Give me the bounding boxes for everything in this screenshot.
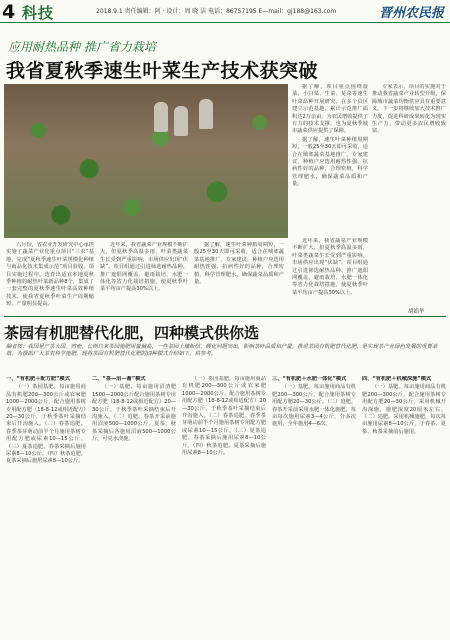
article1-column-4 bbox=[100, 242, 188, 312]
article1-paragraph: 六月份，省农业开发研究中心承担实施了蔬菜产业化重点项目“三农”基地，完成“夏秋季速生叶菜规模化种植与商品化技术集成示范”项目验收。项目实施过程中，选育出适宜本地夏秋季种植的耐热叶菜新品种8个，集成了一套完整的夏秋季速生叶菜高效种植技术，使我省夏秋季叶菜生产周期缩短、产量明显提高。 bbox=[6, 242, 94, 308]
article1-column-2 bbox=[372, 84, 446, 306]
article1-column-1 bbox=[292, 84, 368, 234]
section-text: （一）基肥。每亩施用商品有机肥200—300公斤，配合施用茶树专用配方肥20—30公斤。（二）追肥。春茶开采前采用水肥一体化施肥，每亩每次施用尿素3—4公斤，分多次施用，全年施用4—6次。 bbox=[272, 384, 356, 428]
article1-paragraph: 近年来，我省蔬菜产业规模不断扩大，但夏秋季高温多雨，叶菜类蔬菜生长受到严重影响，市场供应出现“伏缺”。项目组通过引进筛选耐热品种、推广遮阳网覆盖、避雨栽培、水肥一体化等省力化栽培措施，使夏秋季叶菜平均亩产提高30%以上。 bbox=[100, 242, 188, 293]
article2-column-1 bbox=[6, 376, 86, 638]
section-text: （一）基肥。每亩施用沼渣肥1500—2000公斤配合施用茶树专用配方肥（18-8-12或相近配方）20—30公斤，于秋季茶叶采摘结束后开沟施入。（二）追肥。春茶开采前施用沼液500—1000公斤，夏茶、秋茶采摘后各施用沼液500—1000公斤，可兑水浇施。 bbox=[92, 384, 176, 443]
header-meta: 2018.9.1 责任编辑：阿 · 设计：周 晓 洁 电话：86757195 E—mail：gj188@163.com bbox=[96, 8, 337, 15]
section-divider bbox=[4, 316, 446, 317]
section-name: 科技 bbox=[22, 4, 55, 22]
section-heading: 四、“有机肥＋机械深施”模式 bbox=[362, 376, 432, 382]
article1-paragraph: 近年来，我省蔬菜产业规模不断扩大，但夏秋季高温多雨，叶菜类蔬菜生长受到严重影响，市场供应出现“伏缺”。项目组通过引进筛选耐热品种、推广遮阳网覆盖、避雨栽培、水肥一体化等省力化栽培措施，使夏秋季叶菜平均亩产提高30%以上。 bbox=[292, 238, 368, 296]
article2-column-3 bbox=[182, 376, 266, 638]
section-text: （一）茶园基肥。每亩施用商品有机肥200—300公斤或农家肥1000—2000公斤，配合施用茶树专用配方肥（18-8-12或相近配方）20—30公斤，于秋季茶叶采摘结束后开沟施入。（二）春茶追肥。春季茶芽萌动前半个月施用茶树专用配方肥或尿素10—15公斤。（三）夏茶追肥。春茶采摘后施用尿素8—10公斤。（四）秋茶追肥。夏茶采摘后施用尿素8—10公斤。 bbox=[182, 376, 266, 457]
section-text: （一）茶园基肥。每亩施用商品有机肥200—300公斤或农家肥1000—2000公斤，配合施用茶树专用配方肥（18-8-12或相近配方）20—30公斤，于秋季茶叶采摘结束后开沟施入。（二）春茶追肥。春季茶芽萌动前半个月施用茶树专用配方肥或尿素10—15公斤。（三）夏茶追肥。春茶采摘后施用尿素8—10公斤。（四）秋茶追肥。夏茶采摘后施用尿素8—10公斤。 bbox=[6, 384, 86, 465]
article1-paragraph: 据了解，速生叶菜种植周期短，一般25至30天即可采收，适合在城郊蔬菜基地推广。专家建议，种植户应选用耐热性强、抗病性好的品种，合理密植，科学管理肥水，确保蔬菜品质和产量。 bbox=[194, 242, 284, 286]
article2-column-2 bbox=[92, 376, 176, 638]
newspaper-logo: 晋州农民报 bbox=[378, 6, 444, 21]
article2-column-5 bbox=[362, 376, 446, 638]
article1-author: 胡娟华 bbox=[408, 309, 425, 315]
article2-column-4 bbox=[272, 376, 356, 638]
article1-column-5 bbox=[194, 242, 284, 312]
article2-lead: 编者按：我国是产茶大国，然而，长期以来茶园施肥用量偏高，一些茶园土壤板结、酸化问题突出，影响茶叶品质和产量。推进茶园有机肥替代化肥，是实现茶产业绿色发展的重要举措。为帮助广大茶农科学施肥，现将茶园有机肥替代化肥的四种模式介绍如下，供参考。 bbox=[6, 344, 438, 358]
article2-title: 茶园有机肥替代化肥，四种模式供你选 bbox=[4, 324, 260, 342]
section-text: （一）基肥。每亩施用商品有机肥200—300公斤，配合施用茶树专用配方肥20—30公斤，采用机械开沟深施，施肥深度20厘米左右。（二）追肥。采用机械施肥，每次每亩施用尿素8—10公斤，于春茶、夏茶、秋茶采摘前后施用。 bbox=[362, 384, 446, 435]
article1-paragraph: 据了解，速生叶菜种植周期短，一般25至30天即可采收，适合在城郊蔬菜基地推广。专家建议，种植户应选用耐热性强、抗病性好的品种，合理密植，科学管理肥水，确保蔬菜品质和产量。 bbox=[292, 136, 368, 188]
article1-kicker: 应用耐热品种 推广省力栽培 bbox=[8, 40, 156, 54]
section-heading: 二、“茶—沼—畜”模式 bbox=[92, 376, 146, 382]
page-header bbox=[0, 0, 450, 23]
article1-title: 我省夏秋季速生叶菜生产技术获突破 bbox=[6, 60, 319, 82]
article1-paragraph: 专家表示，项目的实施对于推动我省蔬菜产业转型升级、保障城市蔬菜均衡供应具有重要意义。下一步将继续加大技术推广力度，促进科研成果转化为现实生产力，带动更多农民增收致富。 bbox=[372, 84, 446, 135]
page-number: 4 bbox=[2, 1, 16, 23]
article1-column-3 bbox=[6, 242, 94, 312]
article1-column-6 bbox=[292, 238, 368, 308]
vegetable-field-photo bbox=[4, 84, 288, 238]
section-heading: 一、“有机肥＋配方肥”模式 bbox=[6, 376, 70, 382]
article1-paragraph: 据了解，项目重点围绕菠菜、小白菜、生菜、苋菜等速生叶菜品种开展研究，在多个县区建立示范基地，累计示范推广面积达2万余亩，为农民增收提供了有力的技术支撑，也为夏秋季城市蔬菜供应提供了保障。 bbox=[292, 84, 368, 135]
section-heading: 三、“有机肥＋水肥一体化”模式 bbox=[272, 376, 347, 382]
